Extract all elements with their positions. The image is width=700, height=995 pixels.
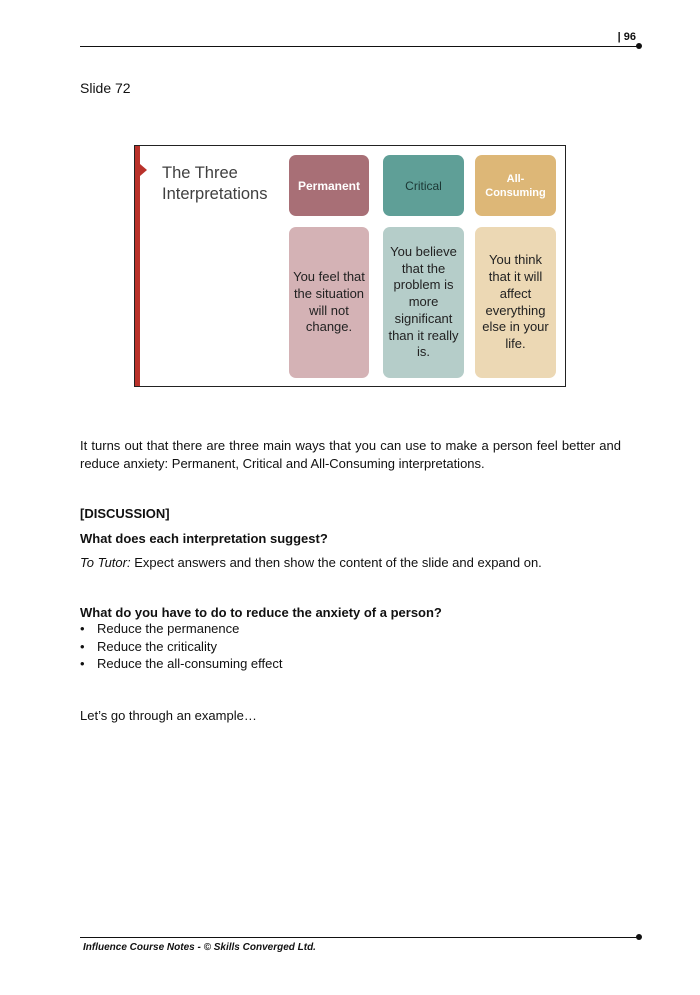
list-item xyxy=(80,620,282,638)
slide-thumbnail xyxy=(134,145,566,387)
question-interpretation: What does each interpretation suggest? xyxy=(80,531,328,546)
tutor-note xyxy=(80,554,621,572)
intro-paragraph: It turns out that there are three main ways that you can use to make a person feel better and reduce anxiety: Permanent, Critical and All-Consuming interpretations. xyxy=(80,438,621,471)
all-consuming-description: You think that it will affect everything else in your life. xyxy=(475,227,556,378)
all-consuming-heading: All-Consuming xyxy=(475,155,556,216)
discussion-heading: [DISCUSSION] xyxy=(80,506,170,521)
slide-label: Slide 72 xyxy=(80,80,131,96)
permanent-heading: Permanent xyxy=(289,155,369,216)
list-item-text: Reduce the permanence xyxy=(97,621,240,636)
list-item-text: Reduce the criticality xyxy=(97,638,217,654)
list-item xyxy=(80,655,282,673)
tutor-instruction: Expect answers and then show the content of the slide and expand on. xyxy=(130,555,542,570)
header-divider-end-dot xyxy=(636,43,642,49)
closing-text: Let’s go through an example… xyxy=(80,708,257,723)
critical-description: You believe that the problem is more significant than it really is. xyxy=(383,227,464,378)
list-item-text: Reduce the all-consuming effect xyxy=(97,656,283,671)
bullet-icon: • xyxy=(80,638,85,654)
slide-accent-bar xyxy=(135,146,140,386)
list-item xyxy=(80,638,282,656)
reduction-list xyxy=(80,620,282,673)
critical-heading: Critical xyxy=(383,155,464,216)
question-reduce-anxiety: What do you have to do to reduce the anxiety of a person? xyxy=(80,605,442,620)
slide-title: The Three Interpretations xyxy=(162,164,268,203)
page-number: | 96 xyxy=(617,31,636,43)
bullet-icon: • xyxy=(80,656,85,671)
tutor-label: To Tutor: xyxy=(80,555,131,570)
slide-arrow-icon xyxy=(140,164,147,176)
footer-copyright: Influence Course Notes - © Skills Converged Ltd. xyxy=(83,942,316,953)
header-divider xyxy=(80,46,640,47)
footer-divider xyxy=(80,937,640,938)
footer-divider-end-dot xyxy=(636,934,642,940)
bullet-icon: • xyxy=(80,621,85,636)
permanent-description: You feel that the situation will not change. xyxy=(289,227,369,378)
